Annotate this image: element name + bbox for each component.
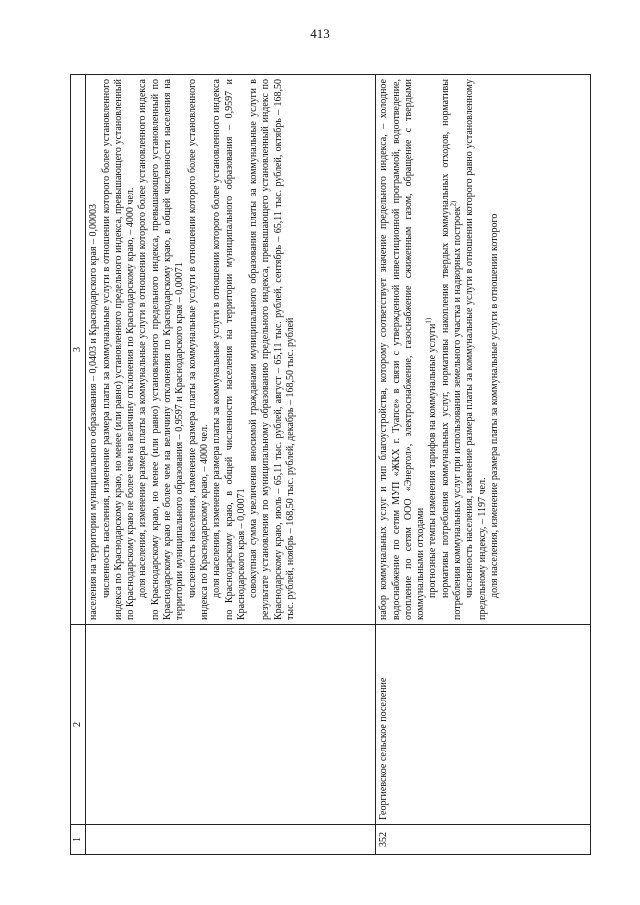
paragraph: [440, 79, 465, 620]
paragraph-text: нормативы потребления коммунальных услуг, нормативы накопления твердых коммунальных отходов, нормативы потребления коммунальных услуг при использовании земельного участка и надворных построек: [439, 79, 464, 620]
row-name: Георгиевское сельское поселение: [376, 625, 591, 825]
paragraph: численность населения, изменение размера платы за коммунальные услуги в отношении которого более установленного индекса по Краснодарскому краю, – 4000 чел.: [186, 79, 210, 620]
row-content: [86, 75, 376, 625]
paragraph: [427, 79, 439, 620]
row-number: [86, 825, 376, 855]
footnote-mark: 1): [425, 317, 434, 324]
table-header-row: [71, 75, 86, 855]
document-table: [70, 74, 591, 855]
rotated-table: [70, 75, 590, 855]
row-name: [86, 625, 376, 825]
row-content: [376, 75, 591, 625]
page-number: 413: [310, 26, 330, 41]
paragraph: набор коммунальных услуг и тип благоустройства, которому соответствует значение предельного индекса, – холодное водоснабжение по сетям МУП «ЖКХ г. Туапсе» в связи с утвержденной инвестиционной программой, водоотведение, отопление по сетям ООО «Энергол», электроснабжение, газоснабжение сжиженным газом, обращение с твердыми коммунальными отходами: [378, 79, 427, 620]
paragraph: доля населения, изменение размера платы за коммунальные услуги в отношении которого: [488, 213, 500, 598]
paragraph: доля населения, изменение размера платы за коммунальные услуги в отношении которого более установленного индекса по Краснодарскому краю, но менее (или равно) установленного предельного индекса, превышающего установленный по Краснодарскому краю не более чем на величину отклонения по Краснодарскому краю, в общей численности населения на территории муниципального образования – 0,9597 и Краснодарского края – 0,00071: [137, 79, 186, 620]
paragraph: доля населения, изменение размера платы за коммунальные услуги в отношении которого более установленного индекса по Краснодарскому краю, в общей численности населения на территории муниципального образования – 0,9597 и Краснодарского края – 0,00071: [211, 79, 247, 620]
paragraph: населения на территории муниципального образования – 0,0403 и Краснодарского края – 0,00003: [88, 203, 100, 620]
table-row: [376, 75, 591, 855]
rotated-table-wrapper: [70, 75, 590, 855]
row-number: 352: [376, 825, 591, 855]
table-row: [86, 75, 376, 855]
paragraph: численность населения, изменение размера платы за коммунальные услуги в отношении которого более установленного индекса по Краснодарскому краю, но менее (или равно) установленного предельного индекса, превышающего установленный по Краснодарскому краю не более чем на величину отклонения по Краснодарскому краю, – 4000 чел.: [100, 79, 137, 620]
paragraph: совокупная сумма увеличения вносимой гражданами муниципального образования платы за коммунальные услуги в результате установления по муниципальному образованию предельного индекса, превышающего установленный индекс по Краснодарскому краю, июль – 65,11 тыс. рублей, август – 65,11 тыс. рублей, сентябрь – 65,11 тыс. рублей, октябрь – 168,50 тыс. рублей, ноябрь – 168,50 тыс. рублей, декабрь – 168,50 тыс. рублей: [248, 79, 297, 620]
footnote-mark: 2): [449, 200, 458, 207]
header-col-2: 2: [71, 625, 86, 825]
paragraph-text: прогнозные темпы изменения тарифов на коммунальные услуги: [427, 323, 439, 598]
paragraph: численность населения, изменение размера платы за коммунальные услуги в отношении которого равно установленному предельному индексу, – 1197 чел.: [464, 79, 488, 620]
header-col-1: 1: [71, 825, 86, 855]
header-col-3: 3: [71, 75, 86, 625]
